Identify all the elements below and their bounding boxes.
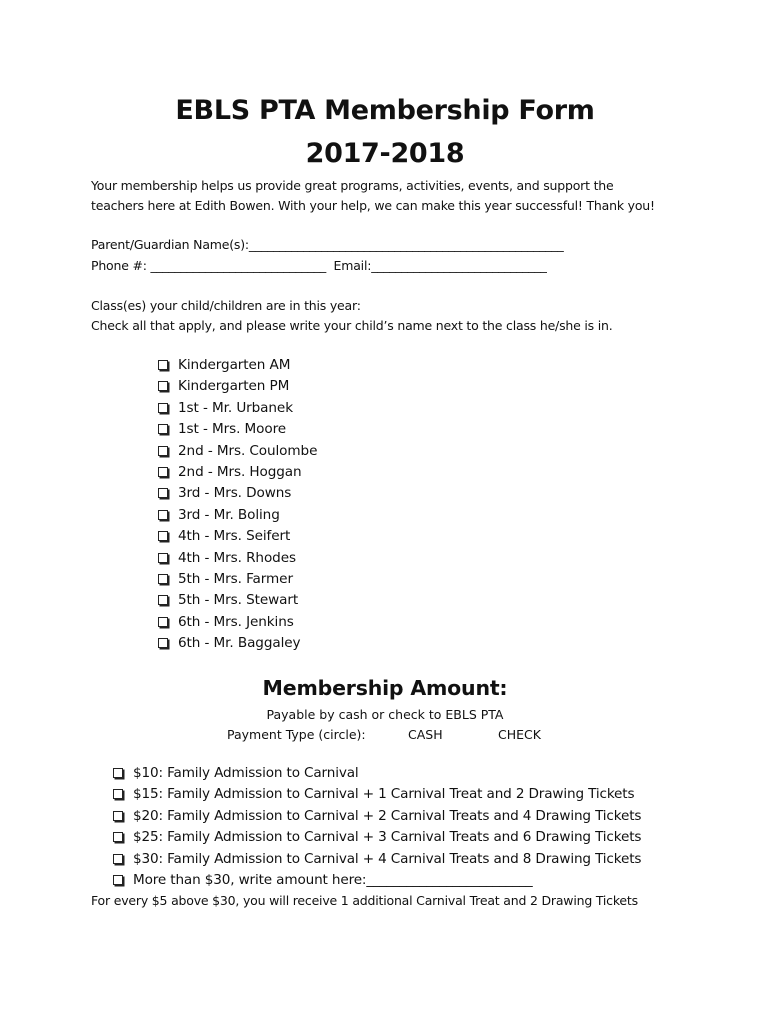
checkbox-icon[interactable] [113,789,123,799]
checkbox-icon[interactable] [158,403,168,413]
class-option[interactable] [158,548,317,569]
class-option[interactable] [158,569,317,590]
parent-name-field[interactable]: Parent/Guardian Name(s):____________________________________________________ [91,237,564,252]
checkbox-icon[interactable] [158,638,168,648]
class-label: Kindergarten AM [178,357,291,373]
footer-note: For every $5 above $30, you will receive 1 additional Carnival Treat and 2 Drawing Tickets [91,893,638,908]
checkbox-icon[interactable] [158,467,168,477]
checkbox-icon[interactable] [158,488,168,498]
amount-label: $15: Family Admission to Carnival + 1 Carnival Treat and 2 Drawing Tickets [133,786,635,803]
checkbox-icon[interactable] [158,360,168,370]
class-instruction: Check all that apply, and please write your child’s name next to the class he/she is in. [91,318,613,333]
class-option[interactable] [158,526,317,547]
class-option[interactable] [158,483,317,504]
checkbox-icon[interactable] [158,595,168,605]
intro-line-1: Your membership helps us provide great programs, activities, events, and support the [91,178,614,193]
checkbox-icon[interactable] [158,510,168,520]
class-option[interactable] [158,376,317,397]
amount-label: More than $30, write amount here:_________________________ [133,871,533,888]
amount-option[interactable] [113,849,641,870]
checkbox-icon[interactable] [158,424,168,434]
amount-option[interactable] [113,827,641,848]
checkbox-icon[interactable] [158,553,168,563]
amount-label: $20: Family Admission to Carnival + 2 Carnival Treats and 4 Drawing Tickets [133,807,642,824]
form-title: EBLS PTA Membership Form [175,95,595,126]
class-label: 1st - Mr. Urbanek [178,399,293,416]
amount-checklist [113,763,641,891]
amount-option[interactable] [113,784,641,805]
class-label: 5th - Mrs. Stewart [178,592,299,609]
amount-option[interactable] [113,870,641,891]
checkbox-icon[interactable] [158,446,168,456]
intro-line-2: teachers here at Edith Bowen. With your help, we can make this year successful! Thank you! [91,198,655,213]
payable-note: Payable by cash or check to EBLS PTA [266,707,504,722]
payment-check-option[interactable]: CHECK [498,727,541,742]
checkbox-icon[interactable] [113,854,123,864]
amount-label: $30: Family Admission to Carnival + 4 Carnival Treats and 8 Drawing Tickets [133,850,642,867]
checkbox-icon[interactable] [158,574,168,584]
class-label: 5th - Mrs. Farmer [178,570,293,587]
amount-label: $10: Family Admission to Carnival [133,765,359,781]
class-option[interactable] [158,633,317,654]
phone-email-field[interactable]: Phone #: _____________________________ Email:_____________________________ [91,258,547,273]
class-prompt: Class(es) your child/children are in this year: [91,298,361,313]
class-option[interactable] [158,590,317,611]
class-label: 3rd - Mrs. Downs [178,485,292,502]
class-option[interactable] [158,355,317,376]
class-label: 2nd - Mrs. Coulombe [178,442,318,459]
checkbox-icon[interactable] [158,381,168,391]
class-option[interactable] [158,612,317,633]
class-label: 6th - Mrs. Jenkins [178,613,294,630]
class-option[interactable] [158,505,317,526]
class-label: 6th - Mr. Baggaley [178,635,301,652]
checkbox-icon[interactable] [113,875,123,885]
amount-option[interactable] [113,763,641,784]
class-label: 4th - Mrs. Seifert [178,528,291,545]
class-label: 4th - Mrs. Rhodes [178,549,296,566]
class-option[interactable] [158,419,317,440]
amount-option[interactable] [113,806,641,827]
membership-heading: Membership Amount: [262,676,508,700]
class-label: 1st - Mrs. Moore [178,421,287,438]
checkbox-icon[interactable] [113,768,123,778]
form-year: 2017-2018 [305,138,465,169]
class-option[interactable] [158,398,317,419]
class-option[interactable] [158,441,317,462]
checkbox-icon[interactable] [158,531,168,541]
class-label: 3rd - Mr. Boling [178,506,280,523]
payment-type-label: Payment Type (circle): [227,727,366,742]
checkbox-icon[interactable] [113,811,123,821]
checkbox-icon[interactable] [113,832,123,842]
class-label: 2nd - Mrs. Hoggan [178,463,302,480]
class-option[interactable] [158,462,317,483]
class-checklist [158,355,317,654]
payment-cash-option[interactable]: CASH [408,727,443,742]
class-label: Kindergarten PM [178,378,290,395]
checkbox-icon[interactable] [158,617,168,627]
amount-label: $25: Family Admission to Carnival + 3 Carnival Treats and 6 Drawing Tickets [133,829,642,846]
